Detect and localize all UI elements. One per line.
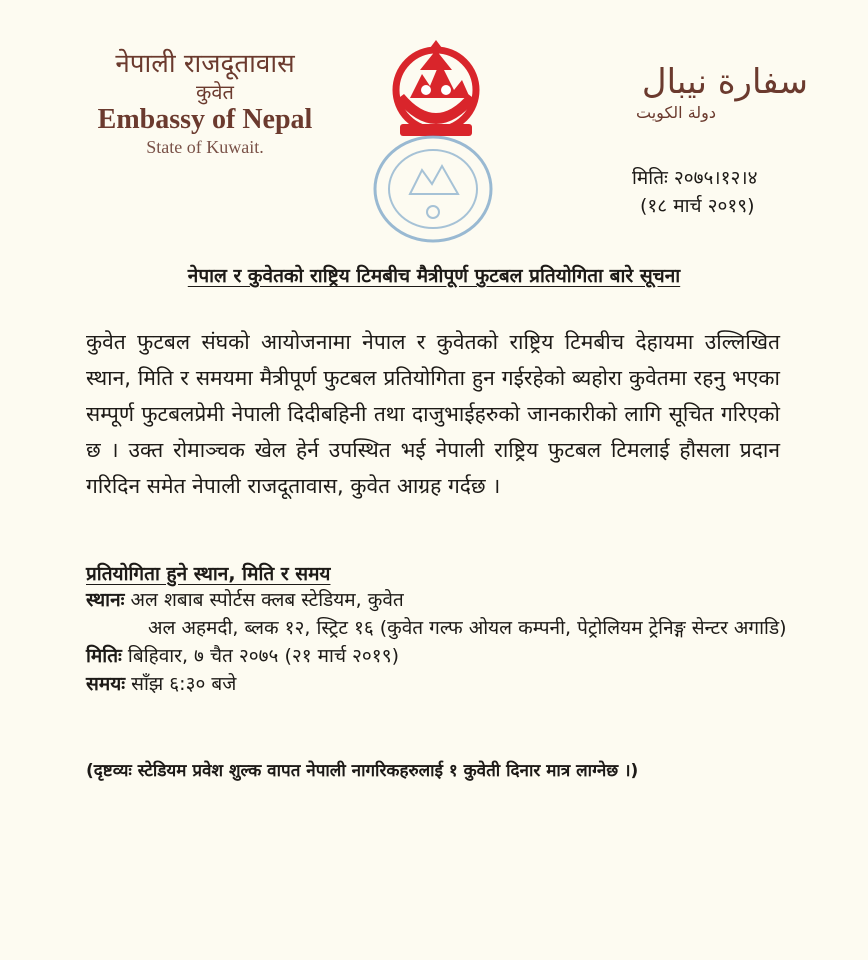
letterhead-left xyxy=(60,48,350,158)
venue-line-1: अल शबाब स्पोर्टस क्लब स्टेडियम, कुवेत xyxy=(130,589,404,611)
venue-label: स्थानः xyxy=(86,589,125,611)
details-heading: प्रतियोगिता हुने स्थान, मिति र समय xyxy=(86,563,331,585)
entry-fee-note: (दृष्टव्यः स्टेडियम प्रवेश शुल्क वापत नेपाली नागरिकहरुलाई १ कुवेती दिनार मात्र लाग्नेछ ।) xyxy=(86,761,639,781)
date-nepali: मितिः २०७५।१२।४ xyxy=(632,167,758,189)
date-row xyxy=(86,642,806,670)
letter-date xyxy=(632,164,832,220)
time-label: समयः xyxy=(86,673,126,695)
city-name-nepali: कुवेत xyxy=(196,80,234,104)
state-name-arabic: دولة الكويت xyxy=(636,103,716,122)
notice-subject: नेपाल र कुवेतको राष्ट्रिय टिमबीच मैत्रीपूर्ण फुटबल प्रतियोगिता बारे सूचना xyxy=(187,265,681,287)
time-value: साँझ ६:३० बजे xyxy=(131,673,237,695)
date-value: बिहिवार, ७ चैत २०७५ (२१ मार्च २०१९) xyxy=(127,645,399,667)
venue-line-2: अल अहमदी, ब्लक १२, स्ट्रिट १६ (कुवेत गल्फ ओयल कम्पनी, पेट्रोलियम ट्रेनिङ्ग सेन्टर अगाडि) xyxy=(148,617,787,639)
event-details xyxy=(86,586,806,698)
notice-body: कुवेत फुटबल संघको आयोजनामा नेपाल र कुवेतको राष्ट्रिय टिमबीच देहायमा उल्लिखित स्थान, मिति र समयमा मैत्रीपूर्ण फुटबल प्रतियोगिता हुन गईरहेको ब्यहोरा कुवेतमा रहनु भएका सम्पूर्ण फुटबलप्रेमी नेपाली दिदीबहिनी तथा दाजुभाईहरुको जानकारीको लागि सूचित गरिएको छ । उक्त रोमाञ्चक खेल हेर्न उपस्थित भई नेपाली राष्ट्रिय फुटबल टिमलाई हौसला प्रदान गरिदिन समेत नेपाली राजदूतावास, कुवेत आग्रह गर्दछ । xyxy=(86,330,780,498)
venue-row xyxy=(86,586,806,614)
time-row xyxy=(86,670,806,698)
embassy-name-arabic: سفارة نيبال xyxy=(641,62,808,102)
nepal-emblem-icon xyxy=(370,40,502,146)
letterhead-right xyxy=(538,62,808,124)
embassy-seal-icon xyxy=(370,134,496,244)
date-label: मितिः xyxy=(86,645,122,667)
date-gregorian: (१८ मार्च २०१९) xyxy=(640,195,755,217)
state-name-english: State of Kuwait. xyxy=(146,137,264,157)
embassy-name-english: Embassy of Nepal xyxy=(97,104,313,135)
embassy-name-nepali: नेपाली राजदूतावास xyxy=(115,49,295,79)
